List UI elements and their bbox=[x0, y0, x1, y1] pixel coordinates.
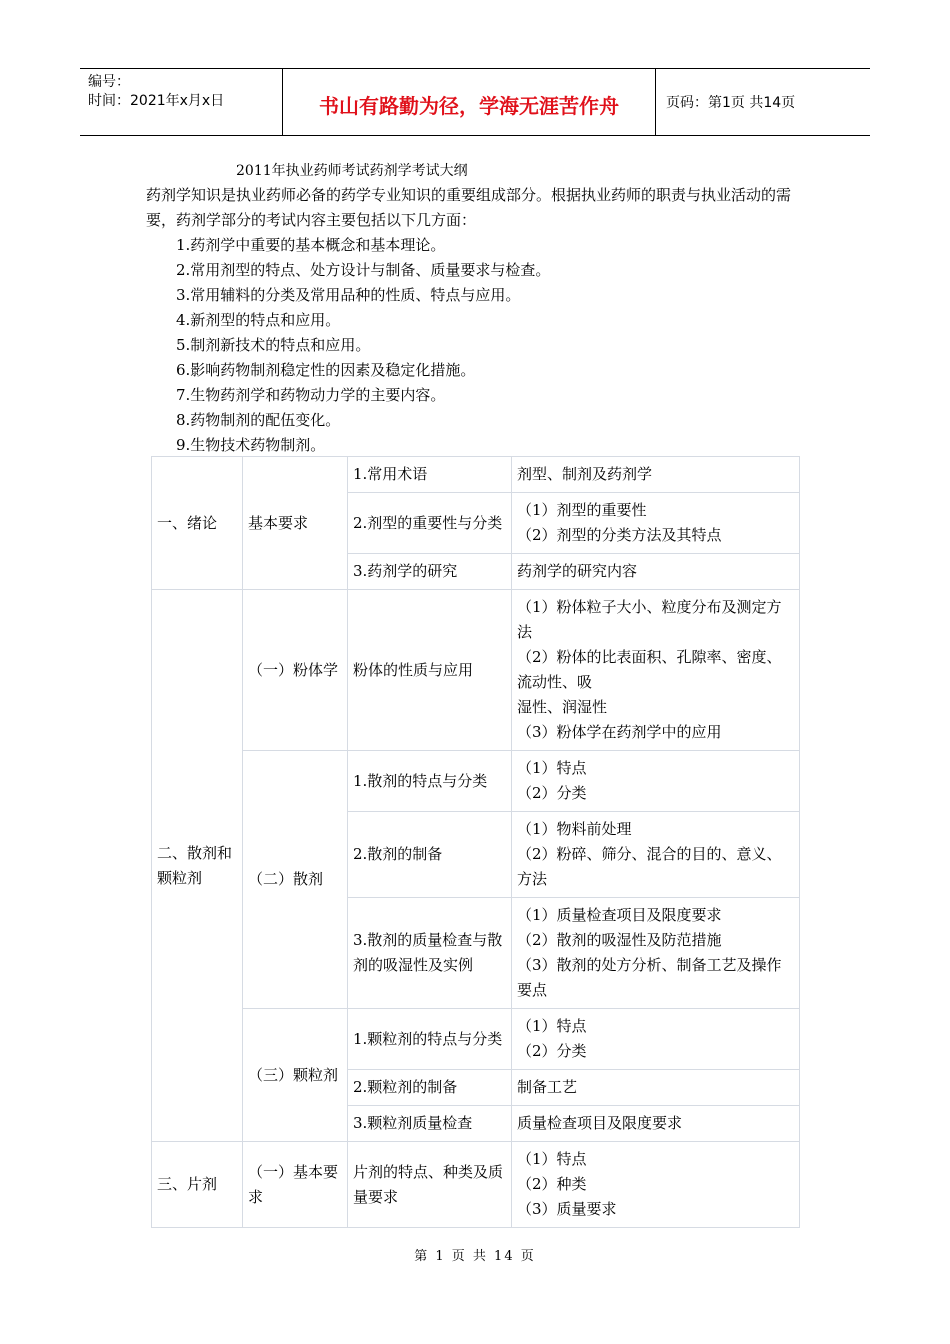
requirement-line: （2）分类 bbox=[517, 784, 587, 802]
list-item: 7.生物药剂学和药物动力学的主要内容。 bbox=[176, 386, 446, 404]
requirement-line: （2）散剂的吸湿性及防范措施 bbox=[517, 931, 722, 949]
header-motto-cell bbox=[282, 69, 656, 135]
section-cell: 三、片剂 bbox=[152, 1142, 243, 1228]
list-item: 3.常用辅料的分类及常用品种的性质、特点与应用。 bbox=[176, 286, 521, 304]
requirement-line: （2）剂型的分类方法及其特点 bbox=[517, 526, 722, 544]
item-cell: 1.散剂的特点与分类 bbox=[348, 751, 512, 812]
number-label: 编号： bbox=[88, 74, 130, 90]
requirement-line: 湿性、润湿性 bbox=[517, 698, 608, 716]
requirement-cell bbox=[512, 751, 800, 812]
table-row bbox=[152, 457, 800, 493]
unit-cell: 基本要求 bbox=[243, 457, 348, 590]
requirement-line: （1）物料前处理 bbox=[517, 820, 632, 838]
item-cell: 3.散剂的质量检查与散剂的吸湿性及实例 bbox=[348, 898, 512, 1009]
requirement-line: （1）特点 bbox=[517, 1150, 587, 1168]
list-item: 4.新剂型的特点和应用。 bbox=[176, 311, 341, 329]
requirement-cell: 制备工艺 bbox=[512, 1070, 800, 1106]
requirement-line: （3）粉体学在药剂学中的应用 bbox=[517, 723, 722, 741]
requirement-cell: 质量检查项目及限度要求 bbox=[512, 1106, 800, 1142]
table-row bbox=[152, 1142, 800, 1228]
requirement-cell bbox=[512, 812, 800, 898]
requirement-line: （2）分类 bbox=[517, 1042, 587, 1060]
requirement-cell: 药剂学的研究内容 bbox=[512, 554, 800, 590]
requirement-cell bbox=[512, 493, 800, 554]
requirement-cell bbox=[512, 898, 800, 1009]
item-cell: 3.药剂学的研究 bbox=[348, 554, 512, 590]
table-row bbox=[152, 1009, 800, 1070]
motto-text: 书山有路勤为径，学海无涯苦作舟 bbox=[319, 93, 619, 118]
item-cell: 2.剂型的重要性与分类 bbox=[348, 493, 512, 554]
requirement-cell bbox=[512, 590, 800, 751]
item-cell: 2.散剂的制备 bbox=[348, 812, 512, 898]
intro-paragraph: 药剂学知识是执业药师必备的药学专业知识的重要组成部分。根据执业药师的职责与执业活动的需要，药剂学部分的考试内容主要包括以下几方面： bbox=[146, 186, 792, 229]
requirement-line: （2）粉体的比表面积、孔隙率、密度、流动性、吸 bbox=[517, 648, 782, 691]
requirement-cell bbox=[512, 1009, 800, 1070]
item-cell bbox=[348, 1142, 512, 1228]
item-line: 片剂的特点、种类及质 bbox=[353, 1162, 504, 1181]
section-cell: 二、散剂和颗粒剂 bbox=[152, 590, 243, 1142]
page-header bbox=[80, 68, 870, 136]
item-cell: 1.常用术语 bbox=[348, 457, 512, 493]
requirement-cell bbox=[512, 1142, 800, 1228]
section-cell: 一、绪论 bbox=[152, 457, 243, 590]
requirement-line: （1）质量检查项目及限度要求 bbox=[517, 906, 722, 924]
requirement-line: （1）特点 bbox=[517, 759, 587, 777]
unit-cell: （三）颗粒剂 bbox=[243, 1009, 348, 1142]
unit-cell: （一）粉体学 bbox=[243, 590, 348, 751]
item-cell: 2.颗粒剂的制备 bbox=[348, 1070, 512, 1106]
document-title: 2011年执业药师考试药剂学考试大纲 bbox=[236, 163, 468, 179]
header-meta bbox=[80, 69, 282, 135]
requirement-line: （1）剂型的重要性 bbox=[517, 501, 647, 519]
item-cell: 1.颗粒剂的特点与分类 bbox=[348, 1009, 512, 1070]
item-cell: 3.颗粒剂质量检查 bbox=[348, 1106, 512, 1142]
content-list bbox=[176, 233, 550, 458]
requirement-cell: 剂型、制剂及药剂学 bbox=[512, 457, 800, 493]
time-label: 时间：2021年x月x日 bbox=[88, 93, 225, 109]
list-item: 8.药物制剂的配伍变化。 bbox=[176, 411, 341, 429]
page-footer: 第 1 页 共 14 页 bbox=[414, 1249, 536, 1264]
requirement-line: （2）粉碎、筛分、混合的目的、意义、方法 bbox=[517, 845, 782, 888]
item-line: 量要求 bbox=[353, 1187, 399, 1206]
requirement-line: （3）散剂的处方分析、制备工艺及操作要点 bbox=[517, 956, 782, 999]
unit-cell: （一）基本要求 bbox=[243, 1142, 348, 1228]
list-item: 9.生物技术药物制剂。 bbox=[176, 436, 326, 454]
unit-cell: （二）散剂 bbox=[243, 751, 348, 1009]
requirement-line: （1）特点 bbox=[517, 1017, 587, 1035]
requirement-line: （2）种类 bbox=[517, 1175, 587, 1193]
requirement-line: （3）质量要求 bbox=[517, 1200, 617, 1218]
requirement-line: （1）粉体粒子大小、粒度分布及测定方法 bbox=[517, 598, 782, 641]
item-cell: 粉体的性质与应用 bbox=[348, 590, 512, 751]
list-item: 1.药剂学中重要的基本概念和基本理论。 bbox=[176, 236, 446, 254]
table-row bbox=[152, 590, 800, 751]
list-item: 2.常用剂型的特点、处方设计与制备、质量要求与检查。 bbox=[176, 261, 551, 279]
list-item: 6.影响药物制剂稳定性的因素及稳定化措施。 bbox=[176, 361, 476, 379]
header-page-label: 页码：第1页 共14页 bbox=[666, 95, 796, 111]
list-item: 5.制剂新技术的特点和应用。 bbox=[176, 336, 371, 354]
table-row bbox=[152, 751, 800, 812]
syllabus-table bbox=[151, 456, 800, 1228]
